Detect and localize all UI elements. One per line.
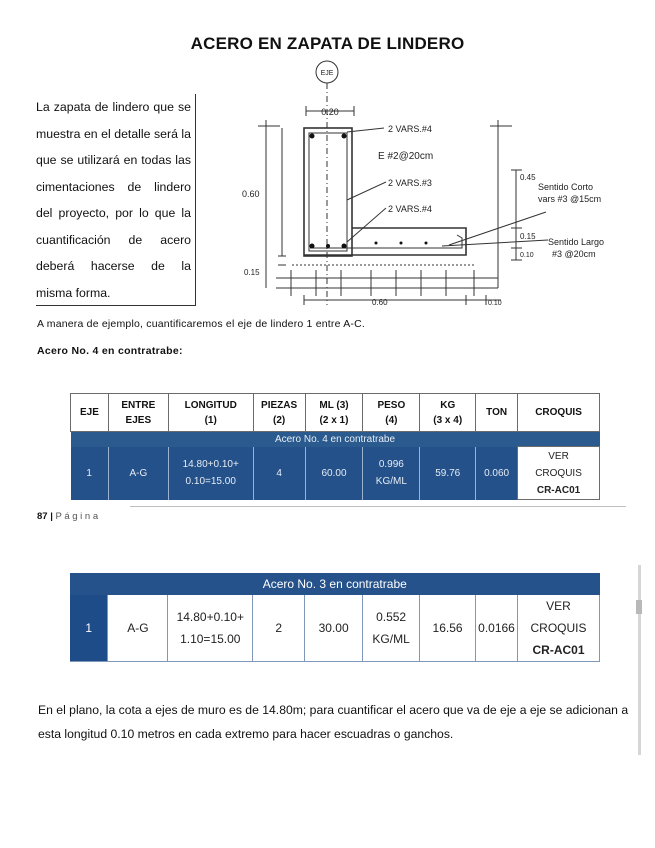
page-title: ACERO EN ZAPATA DE LINDERO: [190, 34, 465, 53]
sentido-corto-spec: vars #3 @15cm: [538, 194, 602, 204]
subheading: Acero No. 4 en contratrabe:: [37, 345, 183, 357]
dim-045: 0.45: [520, 173, 536, 182]
cell-ml: 30.00: [305, 595, 363, 662]
col-header: ENTRE EJES: [108, 394, 168, 432]
cell-ml: 60.00: [305, 447, 363, 500]
intro-paragraph: La zapata de lindero que se muestra en el detalle será la que se utilizará en todas las cimentaciones de lindero del proyecto, por lo que la cuantificación de acero deberá hacerse de la misma forma.: [36, 94, 196, 306]
col-header: KG (3 x 4): [420, 394, 476, 432]
cell-peso: 0.552 KG/ML: [363, 595, 420, 662]
sentido-largo-spec: #3 @20cm: [552, 249, 596, 259]
steel-table-no4: [70, 393, 600, 500]
contratrabe-outline: [304, 128, 352, 256]
table-band-row: [70, 573, 600, 595]
col-header: EJE: [71, 394, 109, 432]
cell-entre: A-G: [108, 595, 168, 662]
cell-piezas: 4: [253, 447, 305, 500]
dim-bottom-060: 0.60: [372, 298, 388, 307]
table-header-row: [71, 394, 600, 432]
scrollbar-thumb[interactable]: [636, 600, 642, 614]
cell-longitud: 14.80+0.10+ 0.10=15.00: [168, 447, 253, 500]
dim-left-060: 0.60: [242, 189, 260, 199]
scrollbar-track[interactable]: [638, 565, 641, 755]
cell-ton: 0.0166: [476, 595, 518, 662]
cell-eje: 1: [70, 595, 108, 662]
dim-right-010: 0.10: [520, 252, 534, 259]
label-2vars4-mid: 2 VARS.#4: [388, 204, 432, 214]
eje-label: EJE: [320, 70, 334, 77]
cell-croquis: VER CROQUIS CR-AC01: [517, 595, 599, 662]
col-header: TON: [476, 394, 518, 432]
col-header: ML (3) (2 x 1): [305, 394, 363, 432]
dim-left-015: 0.15: [244, 268, 260, 277]
col-header: CROQUIS: [518, 394, 600, 432]
table-band-row: [71, 432, 600, 447]
dim-top-020: 0.20: [321, 107, 339, 117]
table-row: [70, 595, 600, 662]
col-header: LONGITUD (1): [168, 394, 253, 432]
cell-peso: 0.996 KG/ML: [363, 447, 420, 500]
label-2vars3: 2 VARS.#3: [388, 178, 432, 188]
steel-table-no3: [70, 573, 600, 662]
page-footer: 87 | P á g i n a: [37, 511, 99, 522]
band-label: Acero No. 3 en contratrabe: [70, 573, 600, 595]
example-text: A manera de ejemplo, cuantificaremos el eje de lindero 1 entre A-C.: [37, 318, 365, 330]
cell-eje: 1: [71, 447, 109, 500]
cell-entre: A-G: [108, 447, 168, 500]
cell-croquis: VER CROQUIS CR-AC01: [518, 447, 600, 500]
dim-bottom-010: 0.10: [488, 300, 502, 307]
footer-divider: [130, 506, 626, 507]
col-header: PESO (4): [363, 394, 420, 432]
col-header: PIEZAS (2): [253, 394, 305, 432]
cell-piezas: 2: [253, 595, 305, 662]
cell-longitud: 14.80+0.10+ 1.10=15.00: [168, 595, 253, 662]
cell-kg: 16.56: [420, 595, 476, 662]
dim-right-015: 0.15: [520, 232, 536, 241]
cell-ton: 0.060: [476, 447, 518, 500]
sentido-largo-title: Sentido Largo: [548, 237, 605, 247]
label-2vars4-top: 2 VARS.#4: [388, 124, 432, 134]
table-row: [71, 447, 600, 500]
label-estribos: E #2@20cm: [378, 151, 434, 162]
band-label: Acero No. 4 en contratrabe: [71, 432, 600, 447]
sentido-corto-title: Sentido Corto: [538, 182, 594, 192]
zapata-lindero-diagram: [236, 60, 646, 310]
cell-kg: 59.76: [420, 447, 476, 500]
closing-paragraph: En el plano, la cota a ejes de muro es de 14.80m; para cuantificar el acero que va de eje a eje se adicionan a esta longitud 0.10 metros en cada extremo para hacer escuadras o ganchos.: [38, 703, 629, 741]
